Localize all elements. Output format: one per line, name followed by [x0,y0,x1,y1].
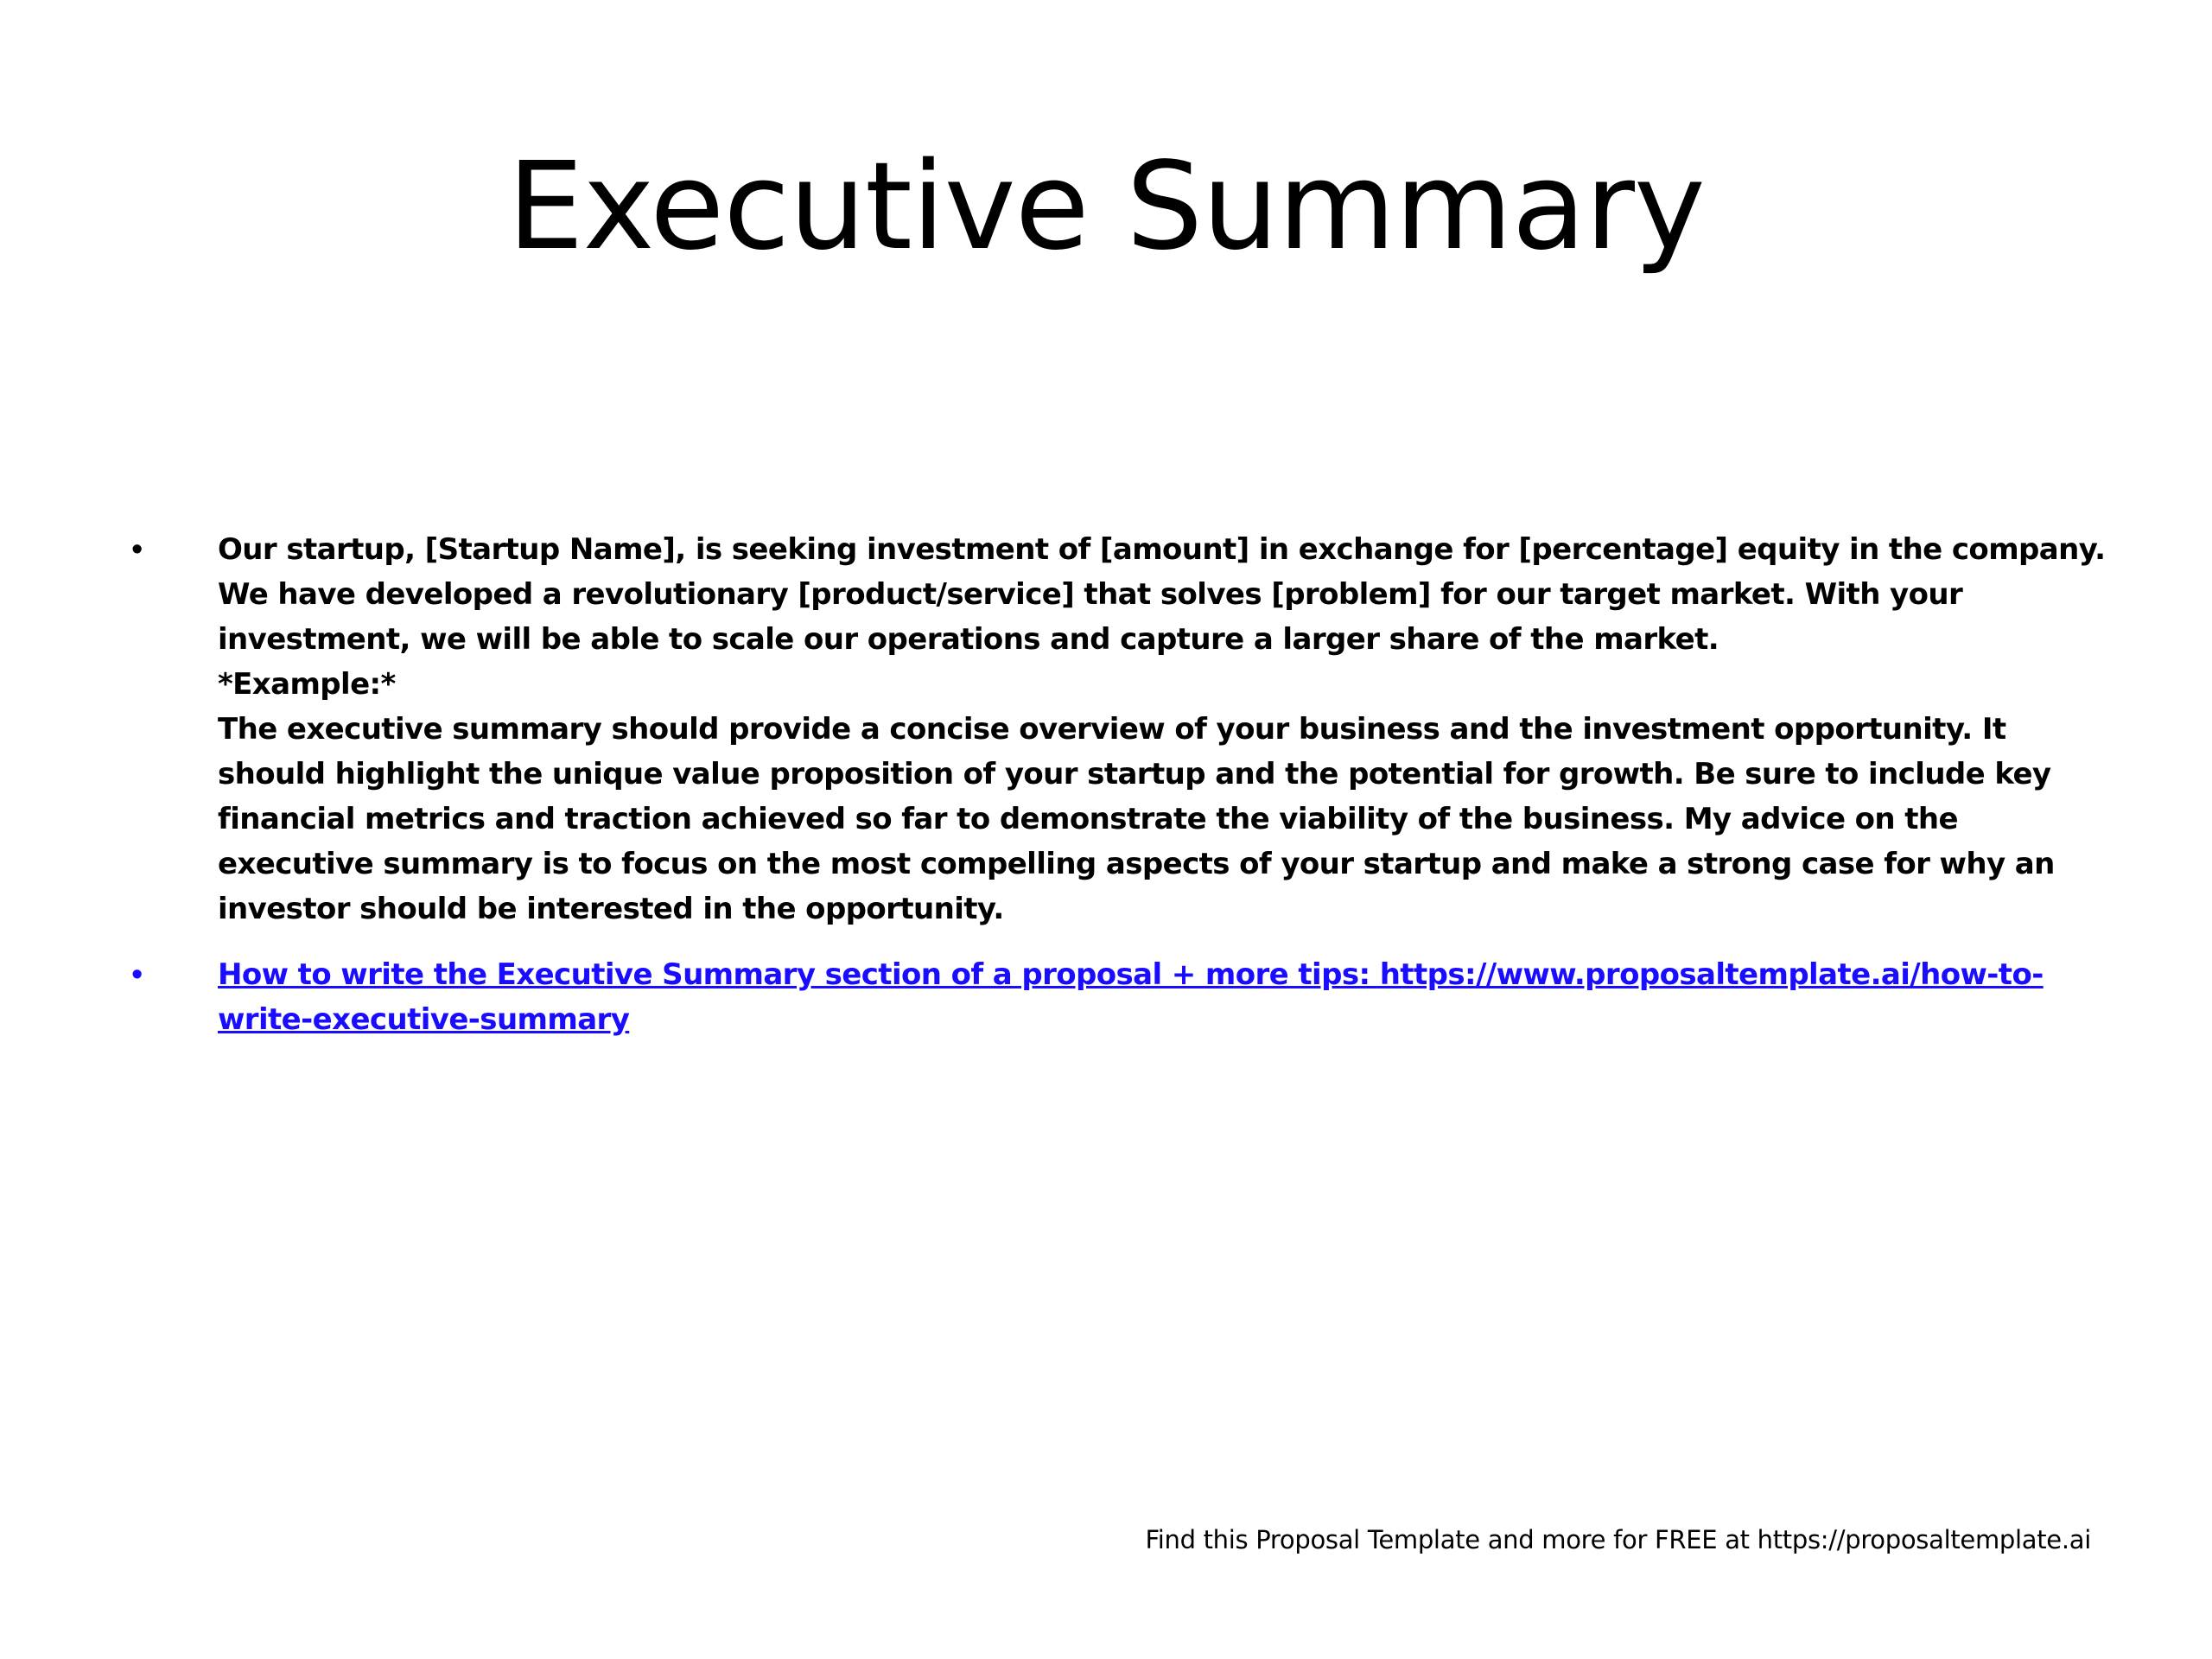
bullet-icon: • [131,957,143,993]
bullet-list [121,527,2108,1063]
slide-title: Executive Summary [507,137,1705,277]
bullet-icon: • [131,531,143,568]
list-item [121,527,2108,931]
intro-paragraph: Our startup, [Startup Name], is seeking investment of [amount] in exchange for [percentage] equity in the company. We have developed a revolutionary [product/service] that solves [problem] for our target market. With your investment, we will be able to scale our operations and capture a larger share of the market. [218,532,2106,657]
footer-note: Find this Proposal Template and more for FREE at https://proposaltemplate.ai [1145,1525,2091,1554]
advice-paragraph: The executive summary should provide a concise overview of your business and the investment opportunity. It should highlight the unique value proposition of your startup and the potential for growth. Be sure to include key financial metrics and traction achieved so far to demonstrate the viability of the business. My advice on the executive summary is to focus on the most compelling aspects of your startup and make a strong case for why an investor should be interested in the opportunity. [218,712,2055,926]
tips-link[interactable]: How to write the Executive Summary section of a proposal + more tips: https://www.proposaltemplate.ai/how-to-write-executive-summary [218,957,2044,1037]
bullet-text [218,527,2108,931]
list-item-link [121,952,2108,1042]
example-label: *Example:* [218,667,396,702]
